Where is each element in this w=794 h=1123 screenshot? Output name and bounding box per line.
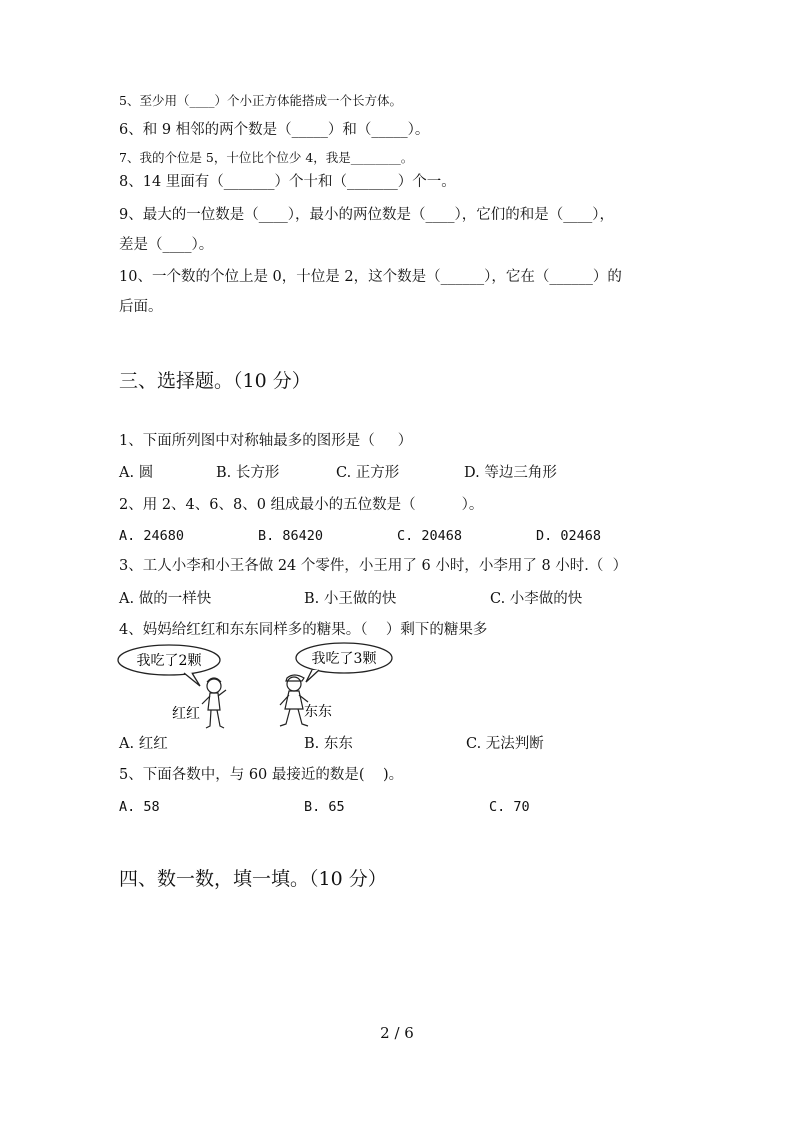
name-left: 红红 (172, 706, 200, 722)
speech-bubble-left-tail (184, 673, 200, 686)
choice-q4: 4、妈妈给红红和东东同样多的糖果。（ ）剩下的糖果多 (119, 622, 488, 638)
choice-q1-option-d: D. 等边三角形 (464, 465, 557, 481)
question-9-cont: 差是（____）。 (119, 237, 214, 253)
choice-q2: 2、用 2、4、6、8、0 组成最小的五位数是（ ）。 (119, 497, 484, 513)
choice-q3-option-c: C. 小李做的快 (490, 591, 583, 607)
question-8: 8、14 里面有（_______）个十和（_______）个一。 (119, 174, 456, 190)
question-7: 7、我的个位是 5，十位比个位少 4，我是________。 (119, 150, 414, 165)
choice-q4-option-c: C. 无法判断 (466, 736, 544, 752)
choice-q3: 3、工人小李和小王各做 24 个零件，小王用了 6 小时，小李用了 8 小时.（ ） (119, 558, 628, 574)
question-6: 6、和 9 相邻的两个数是（_____）和（_____）。 (119, 122, 430, 138)
choice-q5-option-c: C. 70 (489, 799, 530, 815)
choice-q3-option-a: A. 做的一样快 (119, 591, 212, 607)
choice-q3-option-b: B. 小王做的快 (304, 591, 397, 607)
name-right: 东东 (304, 704, 332, 720)
choice-q2-option-b: B. 86420 (258, 528, 324, 544)
question-5: 5、至少用（____）个小正方体能搭成一个长方体。 (119, 93, 402, 108)
choice-q1-option-b: B. 长方形 (216, 465, 280, 481)
girl-figure (202, 678, 226, 728)
choice-q4-option-b: B. 东东 (304, 736, 353, 752)
choice-q1: 1、下面所列图中对称轴最多的图形是（ ） (119, 433, 413, 449)
section-4-title: 四、数一数，填一填。（10 分） (119, 868, 387, 890)
choice-q5: 5、下面各数中，与 60 最接近的数是( )。 (119, 767, 404, 783)
choice-q1-option-a: A. 圆 (119, 465, 154, 481)
choice-q5-option-b: B. 65 (304, 799, 345, 815)
speech-bubble-right-tail (306, 670, 319, 682)
choice-q1-option-c: C. 正方形 (336, 465, 400, 481)
question-10-cont: 后面。 (119, 299, 163, 315)
choice-q2-option-c: C. 20468 (397, 528, 463, 544)
question-9: 9、最大的一位数是（____），最小的两位数是（____），它们的和是（____）， (119, 207, 614, 223)
bubble-right-text: 我吃了3颗 (311, 651, 377, 667)
choice-q2-option-d: D. 02468 (536, 528, 602, 544)
question-10: 10、一个数的个位上是 0，十位是 2，这个数是（______），它在（______）的 (119, 269, 622, 285)
section-3-title: 三、选择题。（10 分） (119, 370, 311, 392)
choice-q2-option-a: A. 24680 (119, 528, 185, 544)
choice-q4-option-a: A. 红红 (119, 736, 168, 752)
page-number: 2 / 6 (380, 1024, 414, 1042)
bubble-left-text: 我吃了2颗 (136, 653, 202, 669)
kids-illustration (114, 640, 404, 732)
choice-q5-option-a: A. 58 (119, 799, 160, 815)
